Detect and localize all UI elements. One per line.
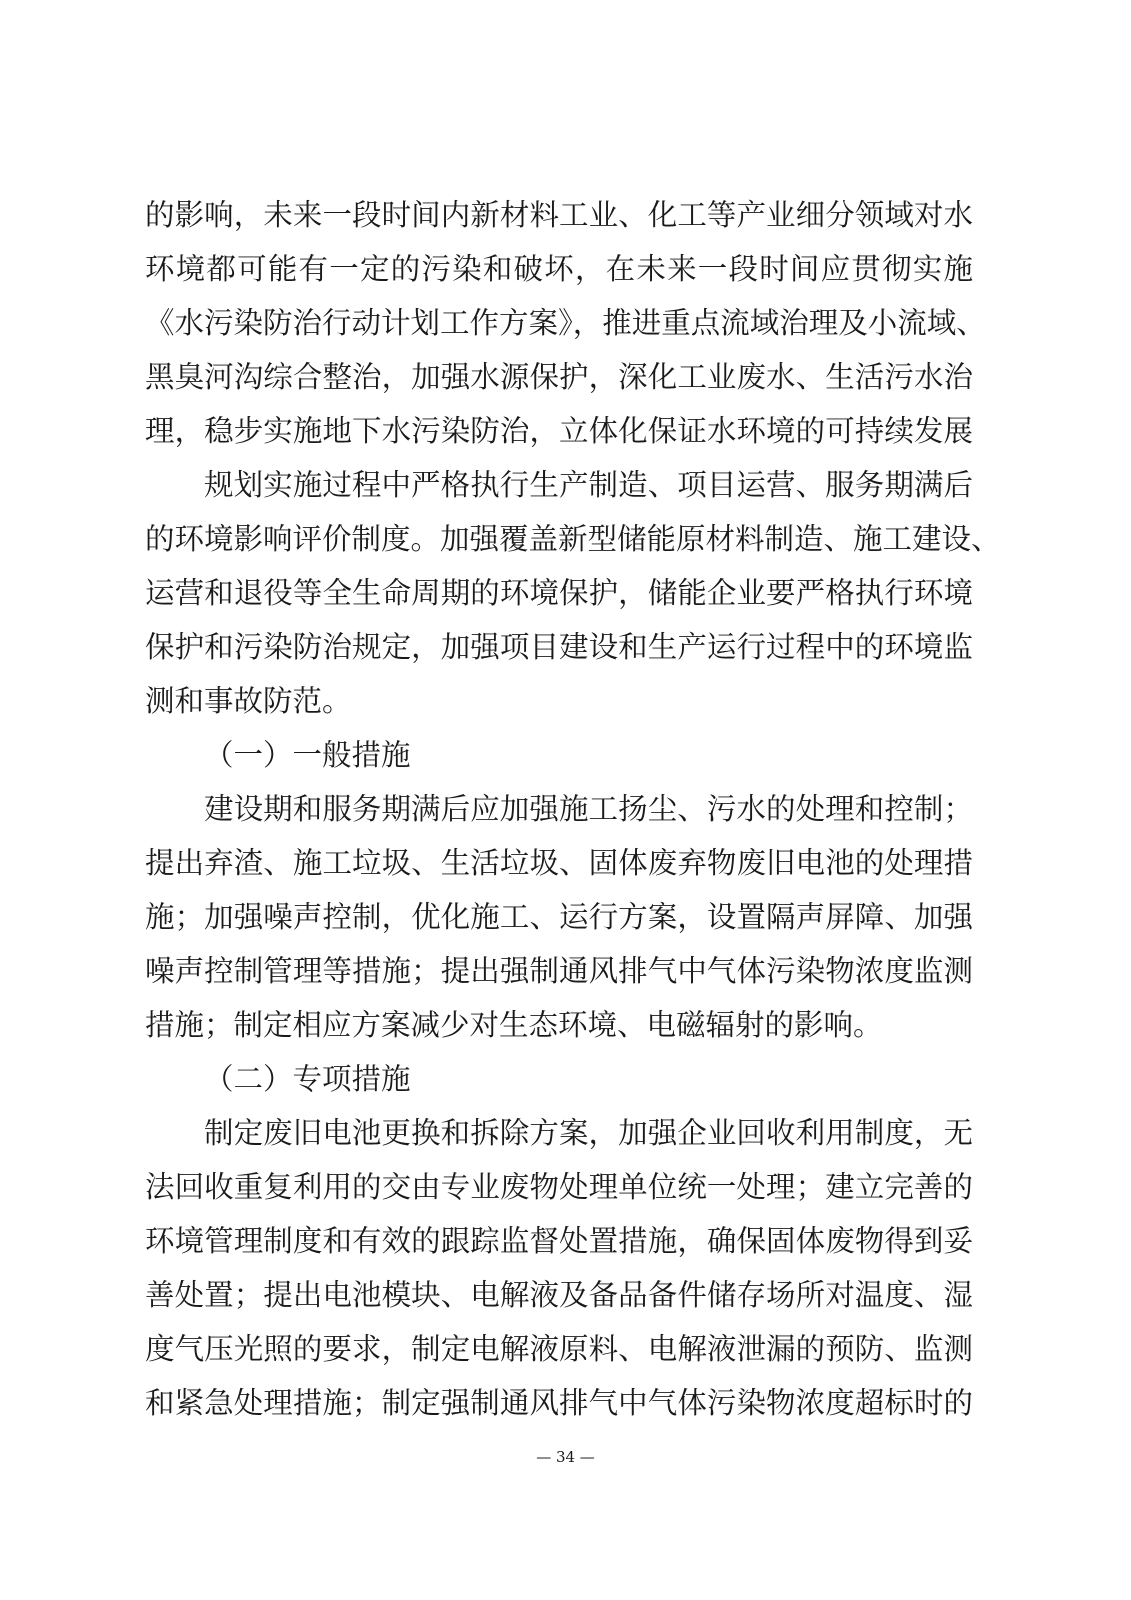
paragraph-line: 的环境影响评价制度。加强覆盖新型储能原材料制造、施工建设、 [145,522,1001,556]
paragraph-line: 善处置；提出电池模块、电解液及备品备件储存场所对温度、湿 [145,1278,973,1312]
paragraph-line: 和紧急处理措施；制定强制通风排气中气体污染物浓度超标时的 [145,1386,973,1420]
paragraph-line: 环境管理制度和有效的跟踪监督处置措施，确保固体废物得到妥 [145,1224,973,1258]
page-number: — 34 — [536,1448,595,1466]
paragraph-line: 黑臭河沟综合整治，加强水源保护，深化工业废水、生活污水治 [145,360,973,394]
paragraph-line: 法回收重复利用的交由专业废物处理单位统一处理；建立完善的 [145,1170,973,1204]
paragraph-line: 噪声控制管理等措施；提出强制通风排气中气体污染物浓度监测 [145,954,973,988]
paragraph-line: 测和事故防范。 [145,684,352,718]
paragraph-line: 运营和退役等全生命周期的环境保护，储能企业要严格执行环境 [145,576,973,610]
paragraph-line: 提出弃渣、施工垃圾、生活垃圾、固体废弃物废旧电池的处理措 [145,846,973,880]
paragraph-line: 的影响，未来一段时间内新材料工业、化工等产业细分领域对水 [145,198,973,232]
paragraph-line: 建设期和服务期满后应加强施工扬尘、污水的处理和控制； [204,792,973,826]
paragraph-line: 规划实施过程中严格执行生产制造、项目运营、服务期满后 [204,468,973,502]
paragraph-line: 理，稳步实施地下水污染防治，立体化保证水环境的可持续发展 [145,414,973,448]
paragraph-line: 环境都可能有一定的污染和破坏，在未来一段时间应贯彻实施 [145,252,973,286]
paragraph-line: 施；加强噪声控制，优化施工、运行方案，设置隔声屏障、加强 [145,900,973,934]
body-text [145,188,1001,1430]
paragraph-line: 制定废旧电池更换和拆除方案，加强企业回收利用制度，无 [204,1116,973,1150]
section-heading: （二）专项措施 [204,1062,411,1096]
section-heading: （一）一般措施 [204,738,411,772]
paragraph-line: 《水污染防治行动计划工作方案》，推进重点流域治理及小流域、 [145,306,986,340]
paragraph-line: 措施；制定相应方案减少对生态环境、电磁辐射的影响。 [145,1008,883,1042]
paragraph-line: 保护和污染防治规定，加强项目建设和生产运行过程中的环境监 [145,630,973,664]
paragraph-line: 度气压光照的要求，制定电解液原料、电解液泄漏的预防、监测 [145,1332,973,1366]
